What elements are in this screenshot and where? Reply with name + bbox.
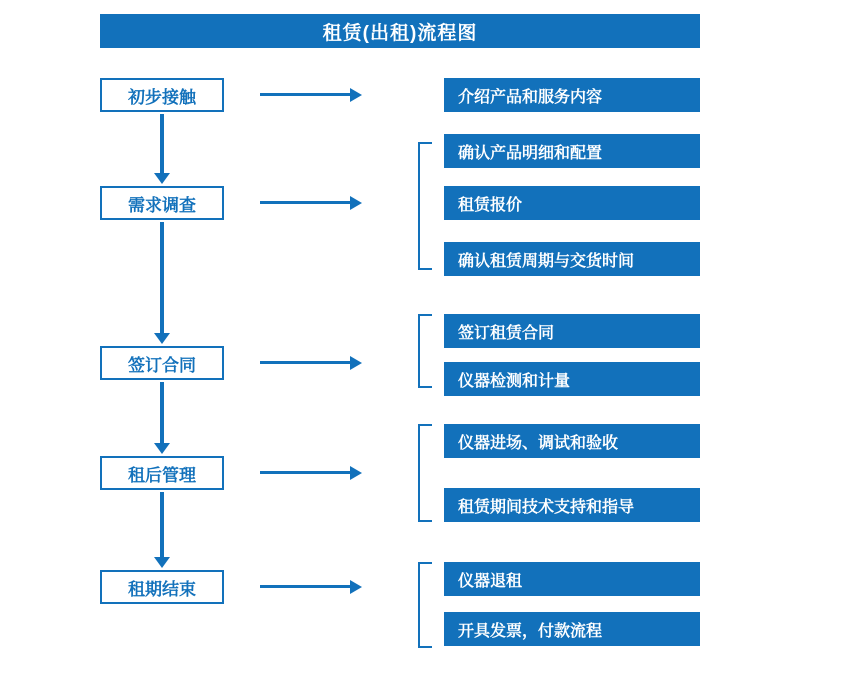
stage-box-1[interactable] [100, 78, 224, 112]
stage-box-5[interactable] [100, 570, 224, 604]
right-arrow-1 [260, 88, 362, 102]
down-arrow-2 [153, 222, 171, 344]
right-arrow-4 [260, 466, 362, 480]
stage-box-2[interactable] [100, 186, 224, 220]
detail-label: 仪器检测和计量 [458, 372, 571, 390]
detail-box-9[interactable] [444, 562, 700, 596]
detail-box-10[interactable] [444, 612, 700, 646]
right-arrow-3 [260, 356, 362, 370]
stage-label: 需求调查 [128, 195, 196, 215]
detail-box-7[interactable] [444, 424, 700, 458]
bracket-group-2 [418, 142, 432, 270]
right-arrow-2 [260, 196, 362, 210]
detail-box-4[interactable] [444, 242, 700, 276]
detail-label: 租赁报价 [458, 196, 523, 214]
bracket-group-4 [418, 424, 432, 522]
detail-label: 仪器退租 [458, 572, 523, 590]
detail-label: 签订租赁合同 [458, 324, 555, 342]
stage-box-4[interactable] [100, 456, 224, 490]
detail-label: 介绍产品和服务内容 [458, 88, 603, 106]
detail-label: 租赁期间技术支持和指导 [458, 498, 635, 516]
detail-label: 开具发票，付款流程 [458, 622, 603, 640]
stage-label: 租期结束 [128, 579, 196, 599]
detail-box-1[interactable] [444, 78, 700, 112]
detail-box-3[interactable] [444, 186, 700, 220]
detail-box-8[interactable] [444, 488, 700, 522]
detail-box-2[interactable] [444, 134, 700, 168]
down-arrow-1 [153, 114, 171, 184]
right-arrow-5 [260, 580, 362, 594]
detail-label: 仪器进场、调试和验收 [458, 434, 619, 452]
detail-box-5[interactable] [444, 314, 700, 348]
stage-label: 签订合同 [128, 355, 196, 375]
bracket-group-5 [418, 562, 432, 648]
detail-label: 确认产品明细和配置 [458, 144, 603, 162]
stage-label: 初步接触 [128, 87, 196, 107]
page-title: 租赁(出租)流程图 [100, 14, 700, 48]
detail-label: 确认租赁周期与交货时间 [458, 252, 635, 270]
detail-box-6[interactable] [444, 362, 700, 396]
stage-label: 租后管理 [128, 465, 196, 485]
bracket-group-3 [418, 314, 432, 388]
down-arrow-3 [153, 382, 171, 454]
stage-box-3[interactable] [100, 346, 224, 380]
down-arrow-4 [153, 492, 171, 568]
